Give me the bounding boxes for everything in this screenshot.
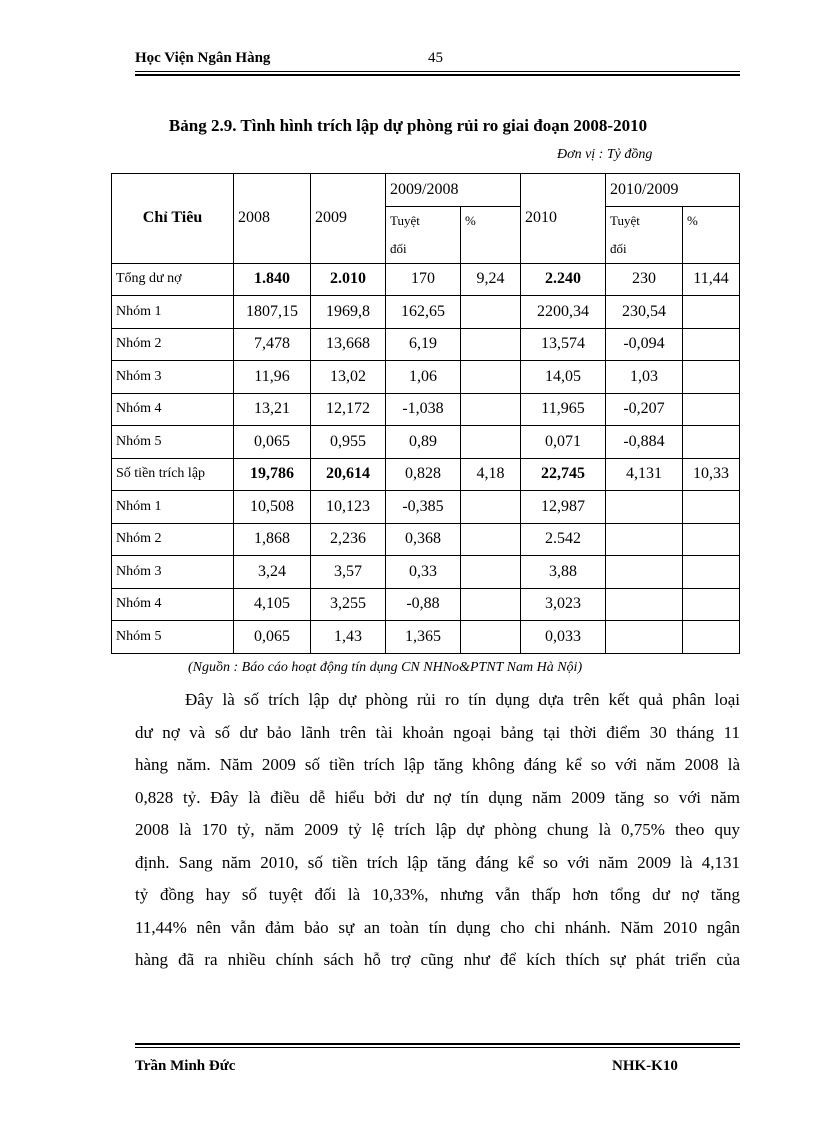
paragraph-line: dư nợ và số dư bảo lãnh trên tài khoản ngoại bảng tại thời điểm 30 tháng 11: [135, 722, 740, 742]
cell-2009: 13,02: [311, 361, 386, 394]
paragraph-line: Đây là số trích lập dự phòng rủi ro tín dụng dựa trên kết quả phân loại: [185, 690, 740, 709]
table-row: [112, 426, 740, 459]
cell-abs-2009-2008: 1,06: [386, 361, 461, 394]
row-label: Nhóm 5: [112, 621, 234, 654]
header-2008: 2008: [234, 174, 311, 264]
cell-2008: 1,868: [234, 523, 311, 556]
cell-2008: 0,065: [234, 621, 311, 654]
cell-2009: 13,668: [311, 328, 386, 361]
cell-2010: 13,574: [521, 328, 606, 361]
cell-abs-2009-2008: -0,88: [386, 588, 461, 621]
table-row: [112, 588, 740, 621]
cell-pct-2009-2008: [461, 556, 521, 589]
row-label: Số tiền trích lập: [112, 458, 234, 491]
table-row: [112, 328, 740, 361]
cell-pct-2009-2008: [461, 328, 521, 361]
cell-abs-2010-2009: -0,094: [606, 328, 683, 361]
cell-abs-2009-2008: 0,368: [386, 523, 461, 556]
cell-abs-2010-2009: 230: [606, 263, 683, 296]
table-unit: Đơn vị : Tỷ đồng: [557, 147, 653, 162]
paragraph-line: hàng đã ra nhiều chính sách hỗ trợ cũng như để kích thích sự phát triển của: [135, 950, 740, 969]
cell-2008: 0,065: [234, 426, 311, 459]
footer-rule-thin: [135, 1047, 740, 1048]
paragraph-line: định. Sang năm 2010, số tiền trích lập tăng đáng kể so với năm 2009 là 4,131: [135, 852, 740, 872]
table-title: Bảng 2.9. Tình hình trích lập dự phòng rủi ro giai đoạn 2008-2010: [168, 116, 648, 135]
cell-2008: 3,24: [234, 556, 311, 589]
header-absolute-2: [606, 206, 683, 263]
provision-table: [111, 173, 740, 654]
cell-2010: 0,033: [521, 621, 606, 654]
cell-2008: 4,105: [234, 588, 311, 621]
cell-pct-2010-2009: [683, 621, 740, 654]
cell-pct-2009-2008: [461, 621, 521, 654]
cell-pct-2009-2008: 4,18: [461, 458, 521, 491]
cell-pct-2009-2008: [461, 426, 521, 459]
row-label: Tổng dư nợ: [112, 263, 234, 296]
cell-2009: 1969,8: [311, 296, 386, 329]
header-absolute-1-line1: Tuyệt: [390, 212, 420, 228]
row-label: Nhóm 4: [112, 393, 234, 426]
header-absolute-2-line2: đối: [610, 240, 627, 256]
row-label: Nhóm 5: [112, 426, 234, 459]
cell-2010: 22,745: [521, 458, 606, 491]
row-label: Nhóm 2: [112, 523, 234, 556]
paragraph-line: 0,828 tỷ. Đây là điều dễ hiểu bởi dư nợ tín dụng năm 2009 tăng so với năm: [135, 787, 740, 807]
footer-class-code: NHK-K10: [612, 1058, 678, 1074]
header-indicator: Chỉ Tiêu: [112, 174, 234, 264]
cell-abs-2010-2009: 4,131: [606, 458, 683, 491]
footer-rule-thick: [135, 1043, 740, 1045]
cell-pct-2010-2009: [683, 328, 740, 361]
table-row: [112, 393, 740, 426]
cell-2010: 2.542: [521, 523, 606, 556]
header-absolute-1-line2: đối: [390, 240, 407, 256]
table-row: [112, 263, 740, 296]
row-label: Nhóm 2: [112, 328, 234, 361]
cell-pct-2010-2009: [683, 296, 740, 329]
cell-2010: 0,071: [521, 426, 606, 459]
cell-2009: 1,43: [311, 621, 386, 654]
header-institution: Học Viện Ngân Hàng: [135, 50, 271, 66]
cell-2009: 20,614: [311, 458, 386, 491]
cell-2008: 11,96: [234, 361, 311, 394]
table-row: [112, 523, 740, 556]
cell-pct-2010-2009: [683, 556, 740, 589]
table-row: [112, 621, 740, 654]
paragraph-line: 2008 là 170 tỷ, năm 2009 tỷ lệ trích lập dự phòng chung là 0,75% theo quy: [135, 820, 740, 839]
header-2009-2008: 2009/2008: [386, 174, 521, 207]
cell-2009: 3,255: [311, 588, 386, 621]
cell-abs-2010-2009: [606, 491, 683, 524]
cell-2009: 10,123: [311, 491, 386, 524]
table-row: [112, 296, 740, 329]
cell-pct-2009-2008: [461, 588, 521, 621]
page-number: 45: [428, 50, 443, 66]
cell-pct-2010-2009: [683, 361, 740, 394]
paragraph-line: hàng năm. Năm 2009 số tiền trích lập tăng không đáng kể so với năm 2008 là: [135, 755, 740, 774]
cell-2009: 12,172: [311, 393, 386, 426]
cell-2010: 14,05: [521, 361, 606, 394]
footer-author: Trần Minh Đức: [135, 1058, 236, 1074]
header-absolute-1: [386, 206, 461, 263]
cell-abs-2009-2008: 170: [386, 263, 461, 296]
cell-pct-2009-2008: [461, 523, 521, 556]
row-label: Nhóm 3: [112, 361, 234, 394]
cell-2010: 3,88: [521, 556, 606, 589]
cell-abs-2010-2009: [606, 556, 683, 589]
paragraph-line: tỷ đồng hay số tuyệt đối là 10,33%, nhưng vẫn thấp hơn tổng dư nợ tăng: [135, 885, 740, 904]
body-paragraph: [135, 684, 740, 977]
cell-abs-2009-2008: 6,19: [386, 328, 461, 361]
cell-2008: 1807,15: [234, 296, 311, 329]
cell-abs-2010-2009: 230,54: [606, 296, 683, 329]
header-2010-2009: 2010/2009: [606, 174, 740, 207]
header-percent-2: %: [683, 206, 740, 263]
cell-2010: 11,965: [521, 393, 606, 426]
cell-pct-2010-2009: [683, 426, 740, 459]
cell-abs-2009-2008: 162,65: [386, 296, 461, 329]
cell-2009: 2.010: [311, 263, 386, 296]
header-2009: 2009: [311, 174, 386, 264]
cell-pct-2010-2009: 10,33: [683, 458, 740, 491]
cell-pct-2010-2009: [683, 523, 740, 556]
cell-2009: 0,955: [311, 426, 386, 459]
cell-pct-2010-2009: [683, 393, 740, 426]
cell-abs-2009-2008: 0,33: [386, 556, 461, 589]
cell-pct-2009-2008: [461, 491, 521, 524]
cell-pct-2009-2008: [461, 361, 521, 394]
cell-2009: 3,57: [311, 556, 386, 589]
cell-pct-2009-2008: [461, 393, 521, 426]
cell-pct-2010-2009: 11,44: [683, 263, 740, 296]
cell-pct-2010-2009: [683, 491, 740, 524]
header-2010: 2010: [521, 174, 606, 264]
cell-abs-2010-2009: -0,884: [606, 426, 683, 459]
cell-abs-2009-2008: -1,038: [386, 393, 461, 426]
cell-pct-2009-2008: [461, 296, 521, 329]
table-source: (Nguồn : Báo cáo hoạt động tín dụng CN NHNo&PTNT Nam Hà Nội): [188, 660, 583, 675]
row-label: Nhóm 1: [112, 296, 234, 329]
row-label: Nhóm 4: [112, 588, 234, 621]
table-row: [112, 556, 740, 589]
paragraph-line: 11,44% nên vẫn đảm bảo sự an toàn tín dụng cho chi nhánh. Năm 2010 ngân: [135, 917, 740, 937]
cell-2009: 2,236: [311, 523, 386, 556]
cell-2008: 7,478: [234, 328, 311, 361]
header-rule-thick: [135, 74, 740, 76]
table-row: [112, 458, 740, 491]
cell-abs-2009-2008: 1,365: [386, 621, 461, 654]
cell-abs-2009-2008: 0,828: [386, 458, 461, 491]
cell-abs-2010-2009: [606, 588, 683, 621]
cell-abs-2010-2009: [606, 621, 683, 654]
cell-2010: 2.240: [521, 263, 606, 296]
cell-2008: 19,786: [234, 458, 311, 491]
header-percent-1: %: [461, 206, 521, 263]
cell-2010: 2200,34: [521, 296, 606, 329]
header-rule-thin: [135, 71, 740, 72]
cell-2008: 1.840: [234, 263, 311, 296]
row-label: Nhóm 1: [112, 491, 234, 524]
header-absolute-2-line1: Tuyệt: [610, 212, 640, 228]
cell-2008: 13,21: [234, 393, 311, 426]
cell-abs-2009-2008: -0,385: [386, 491, 461, 524]
row-label: Nhóm 3: [112, 556, 234, 589]
cell-abs-2010-2009: -0,207: [606, 393, 683, 426]
table-row: [112, 491, 740, 524]
cell-abs-2010-2009: 1,03: [606, 361, 683, 394]
cell-abs-2010-2009: [606, 523, 683, 556]
cell-2010: 3,023: [521, 588, 606, 621]
cell-abs-2009-2008: 0,89: [386, 426, 461, 459]
table-row: [112, 361, 740, 394]
cell-2010: 12,987: [521, 491, 606, 524]
cell-pct-2010-2009: [683, 588, 740, 621]
cell-pct-2009-2008: 9,24: [461, 263, 521, 296]
cell-2008: 10,508: [234, 491, 311, 524]
